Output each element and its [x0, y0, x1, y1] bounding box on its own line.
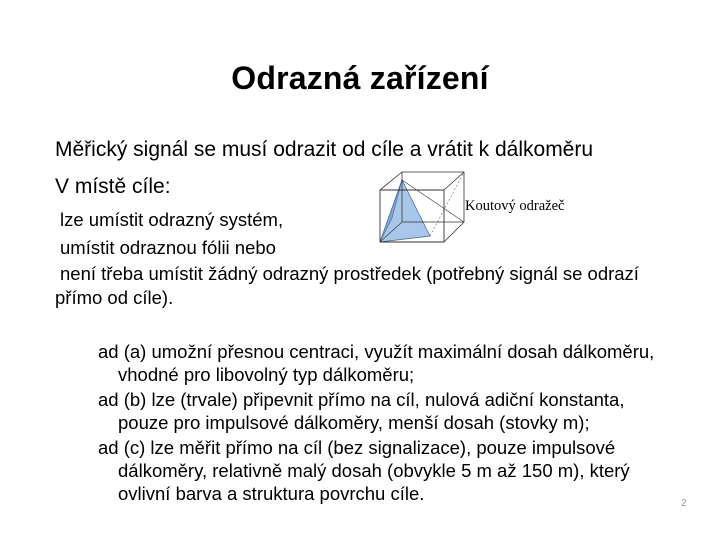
lead-text-target: V místě cíle:	[55, 175, 171, 198]
option-reflector-system: lze umístit odrazný systém,	[60, 209, 284, 230]
page-number: 2	[681, 498, 687, 509]
note-line: vhodné pro libovolný typ dálkoměru;	[118, 364, 415, 385]
option-no-reflector: není třeba umístit žádný odrazný prostředek (potřebný signál se odrazí	[60, 263, 639, 284]
note-line: dálkoměry, relativně malý dosah (obvykle 5 m až 150 m), který	[118, 460, 630, 481]
prism-face	[380, 180, 430, 242]
note-line: ad (a) umožní přesnou centraci, využít maximální dosah dálkoměru,	[98, 341, 655, 362]
notes-list	[98, 340, 698, 507]
corner-reflector-diagram	[372, 170, 472, 248]
note-line: ovlivní barva a struktura povrchu cíle.	[118, 483, 425, 504]
note-line: pouze pro impulsové dálkoměry, menší dosah (stovky m);	[118, 412, 590, 433]
option-reflective-foil: umístit odraznou fólii nebo	[60, 237, 276, 258]
note-b	[98, 388, 698, 434]
figure-caption: Koutový odražeč	[465, 198, 565, 214]
note-line: ad (c) lze měřit přímo na cíl (bez signalizace), pouze impulsové	[98, 437, 616, 458]
note-line: ad (b) lze (trvale) připevnit přímo na cíl, nulová adiční konstanta,	[98, 389, 625, 410]
slide-title: Odrazná zařízení	[231, 60, 489, 96]
note-c	[98, 436, 698, 505]
lead-text: Měřický signál se musí odrazit od cíle a vrátit k dálkoměru	[55, 138, 594, 161]
note-a	[98, 340, 698, 386]
option-no-reflector-continued: přímo od cíle).	[55, 287, 174, 308]
